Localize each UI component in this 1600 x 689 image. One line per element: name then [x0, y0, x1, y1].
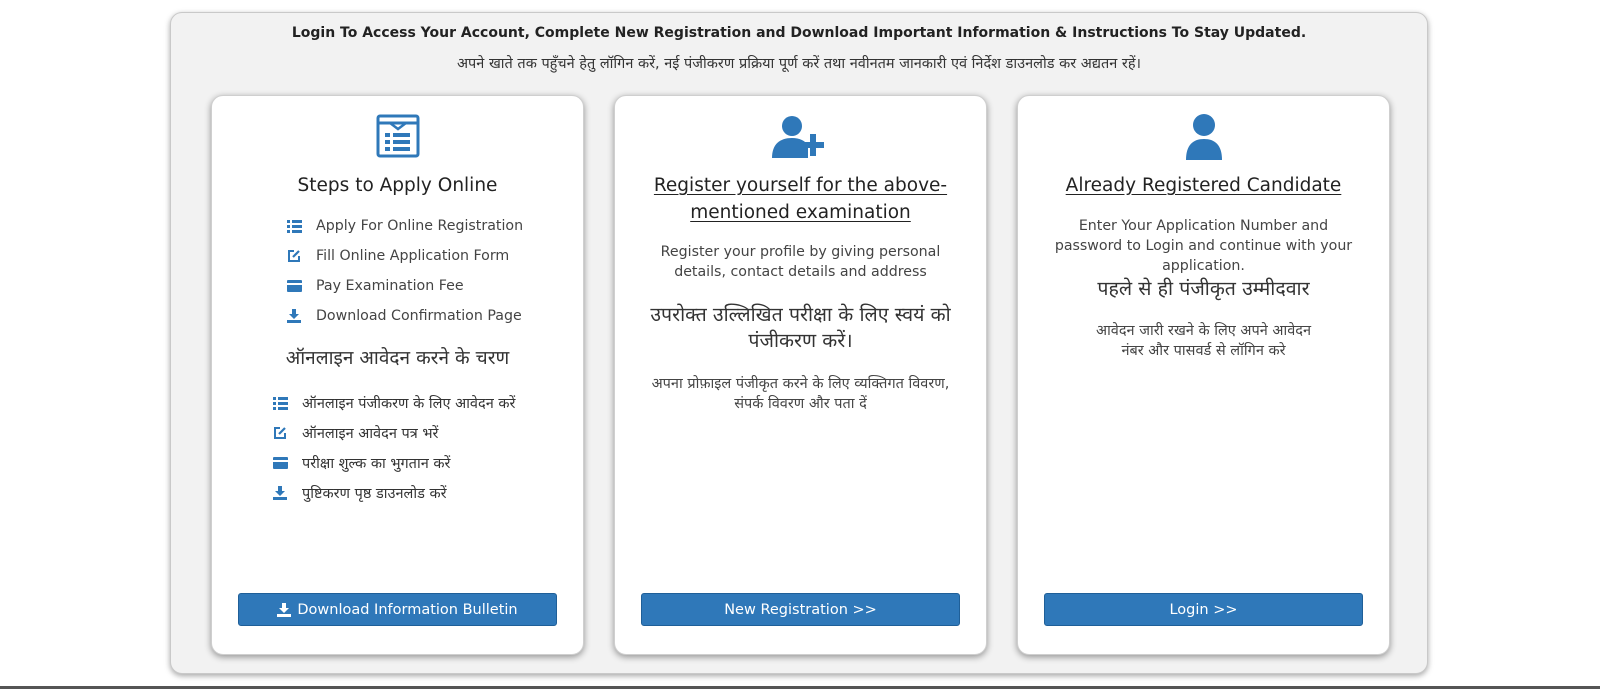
download-icon [272, 485, 288, 501]
login-label: Login >> [1169, 601, 1238, 618]
login-card [1017, 95, 1390, 655]
edit-icon [286, 248, 302, 264]
header-title-hindi: अपने खाते तक पहुँचने हेतु लॉगिन करें, नई पंजीकरण प्रक्रिया पूर्ण करें तथा नवीनतम जानकारी एवं निर्देश डाउनलोड कर अद्यतन रहें। [456, 56, 1142, 72]
header-title-english: Login To Access Your Account, Complete New Registration and Download Important Information & Instructions To Stay Updated. [291, 25, 1307, 41]
user-icon [1018, 114, 1389, 160]
list-item: Apply For Online Registration [286, 211, 583, 241]
download-icon [286, 308, 302, 324]
steps-card-title: Steps to Apply Online [297, 175, 498, 196]
credit-card-icon [272, 455, 288, 471]
login-description-hindi: आवेदन जारी रखने के लिए अपने आवेदन नंबर और पासवर्ड से लॉगिन करे [1095, 323, 1312, 359]
list-item: Download Confirmation Page [286, 301, 583, 331]
register-card-title: Register yourself for the above-mentioned examination [653, 175, 948, 223]
list-item: ऑनलाइन पंजीकरण के लिए आवेदन करें [272, 388, 583, 418]
download-bulletin-label: Download Information Bulletin [297, 601, 518, 618]
login-card-title: Already Registered Candidate [1065, 175, 1342, 196]
steps-list-hindi [212, 388, 583, 508]
steps-card-title-hindi: ऑनलाइन आवेदन करने के चरण [285, 347, 510, 369]
list-item: पुष्टिकरण पृष्ठ डाउनलोड करें [272, 478, 583, 508]
new-registration-label: New Registration >> [724, 601, 877, 618]
new-registration-button[interactable] [641, 593, 960, 626]
list-item: ऑनलाइन आवेदन पत्र भरें [272, 418, 583, 448]
download-icon [277, 603, 291, 617]
download-bulletin-button[interactable] [238, 593, 557, 626]
login-description: Enter Your Application Number and password to Login and continue with your application. [1054, 218, 1353, 274]
user-plus-icon [615, 114, 986, 160]
login-card-title-hindi: पहले से ही पंजीकृत उम्मीदवार [1097, 277, 1310, 300]
credit-card-icon [286, 278, 302, 294]
list-item: Pay Examination Fee [286, 271, 583, 301]
list-item: Fill Online Application Form [286, 241, 583, 271]
register-card-title-hindi: उपरोक्त उल्लिखित परीक्षा के लिए स्वयं को पंजीकरण करें। [650, 303, 951, 352]
register-card [614, 95, 987, 655]
edit-icon [272, 425, 288, 441]
form-list-icon [212, 114, 583, 160]
list-item: परीक्षा शुल्क का भुगतान करें [272, 448, 583, 478]
register-description-hindi: अपना प्रोफ़ाइल पंजीकृत करने के लिए व्यक्तिगत विवरण, संपर्क विवरण और पता दें [651, 376, 950, 412]
list-icon [272, 395, 288, 411]
portal-panel [170, 12, 1428, 674]
register-description: Register your profile by giving personal details, contact details and address [660, 244, 941, 280]
list-icon [286, 218, 302, 234]
login-button[interactable] [1044, 593, 1363, 626]
steps-list-english [212, 211, 583, 331]
steps-card [211, 95, 584, 655]
